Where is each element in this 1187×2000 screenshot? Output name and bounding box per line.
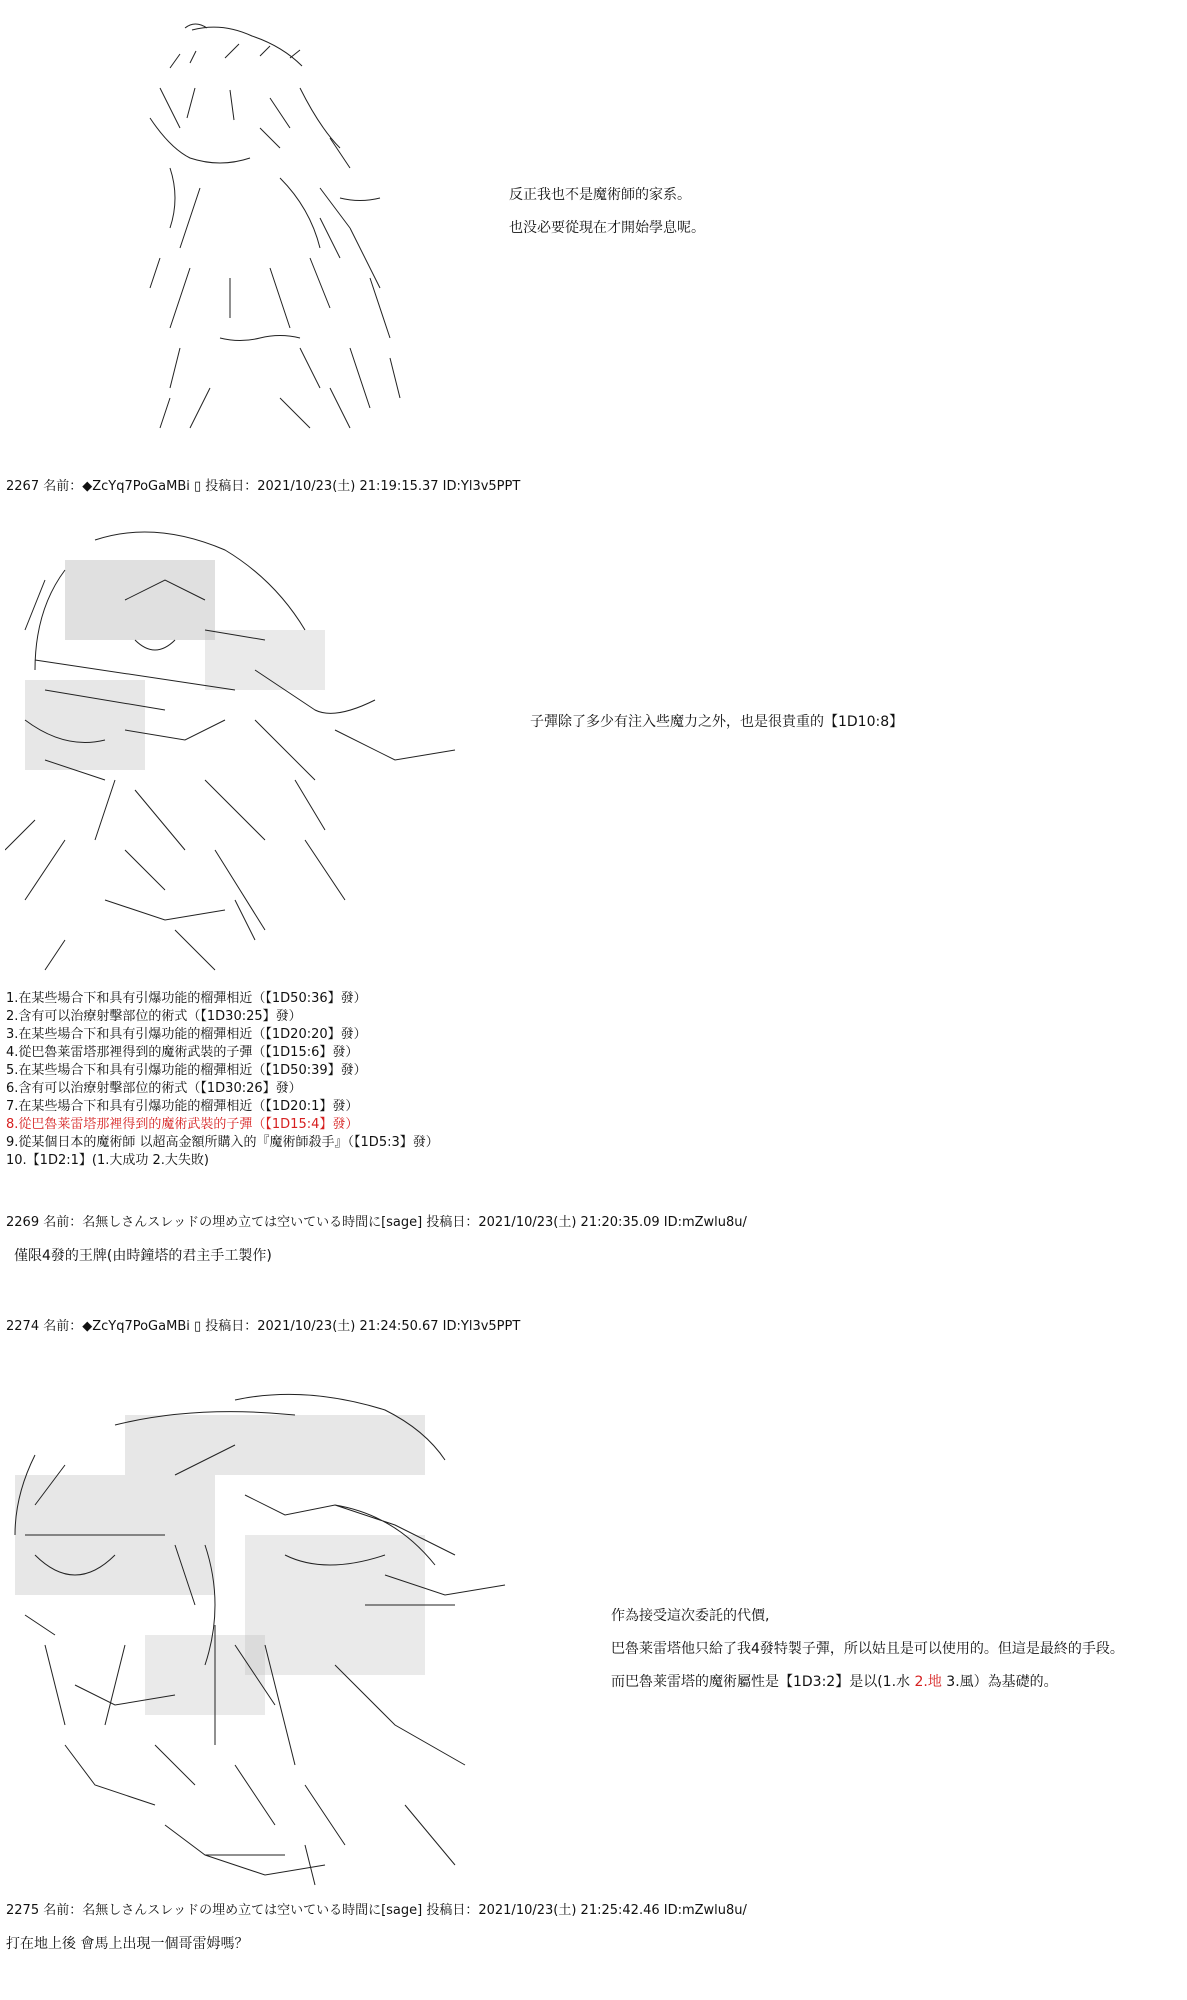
post-header-2267: 2267 名前：◆ZcYq7PoGaMBi ▯ 投稿日：2021/10/23(土) 21:19:15.37 ID:Yl3v5PPT [6,479,521,494]
list-item: 2.含有可以治療射擊部位的術式（【1D30:25】發） [6,1009,302,1024]
dialog-line: 也没必要從現在才開始學息呢。 [509,220,705,236]
roll-list [6,990,439,1170]
dialog-highlight: 2.地 [914,1674,942,1690]
ascii-art-figure-1 [130,18,410,438]
list-item: 5.在某些場合下和具有引爆功能的榴彈相近（【1D50:39】發） [6,1063,367,1078]
list-item: 7.在某些場合下和具有引爆功能的榴彈相近（【1D20:1】發） [6,1099,359,1114]
list-item: 6.含有可以治療射擊部位的術式（【1D30:26】發） [6,1081,302,1096]
ascii-art-figure-2 [5,520,485,980]
dialog-2267: 子彈除了多少有注入些魔力之外，也是很貴重的【1D10:8】 [530,714,904,730]
dialog-line: 反正我也不是魔術師的家系。 [509,187,691,203]
post-body-2269: 僅限4發的王牌(由時鐘塔的君主手工製作) [14,1248,272,1264]
post-header-2274: 2274 名前：◆ZcYq7PoGaMBi ▯ 投稿日：2021/10/23(土) 21:24:50.67 ID:Yl3v5PPT [6,1319,521,1334]
dialog-line: 巴魯莱雷塔他只給了我4發特製子彈，所以姑且是可以使用的。但這是最終的手段。 [611,1641,1124,1657]
dialog-line: 作為接受這次委託的代價, [611,1608,770,1624]
ascii-art-figure-3 [5,1385,545,1890]
dialog-2274 [611,1606,1124,1692]
dialog-line [611,1672,1124,1692]
list-item: 10.【1D2:1】(1.大成功 2.大失敗) [6,1153,209,1168]
dialog-text: 3.風）為基礎的。 [941,1674,1058,1690]
list-item: 9.從某個日本的魔術師 以超高金額所購入的『魔術師殺手』（【1D5:3】發） [6,1135,439,1150]
post-header-2269: 2269 名前：名無しさんスレッドの埋め立ては空いている時間に[sage] 投稿日：2021/10/23(土) 21:20:35.09 ID:mZwlu8u/ [6,1215,747,1230]
list-item-highlighted: 8.從巴魯莱雷塔那裡得到的魔術武裝的子彈（【1D15:4】發） [6,1117,359,1132]
list-item: 4.從巴魯莱雷塔那裡得到的魔術武裝的子彈（【1D15:6】發） [6,1045,359,1060]
post-body-2275: 打在地上後 會馬上出現一個哥雷姆嗎？ [6,1936,249,1952]
dialog-text: 而巴魯莱雷塔的魔術屬性是【1D3:2】是以(1.水 [611,1674,915,1690]
list-item: 1.在某些場合下和具有引爆功能的榴彈相近（【1D50:36】發） [6,991,367,1006]
list-item: 3.在某些場合下和具有引爆功能的榴彈相近（【1D20:20】發） [6,1027,367,1042]
dialog-block-1 [509,185,705,238]
post-header-2275: 2275 名前：名無しさんスレッドの埋め立ては空いている時間に[sage] 投稿日：2021/10/23(土) 21:25:42.46 ID:mZwlu8u/ [6,1903,747,1918]
